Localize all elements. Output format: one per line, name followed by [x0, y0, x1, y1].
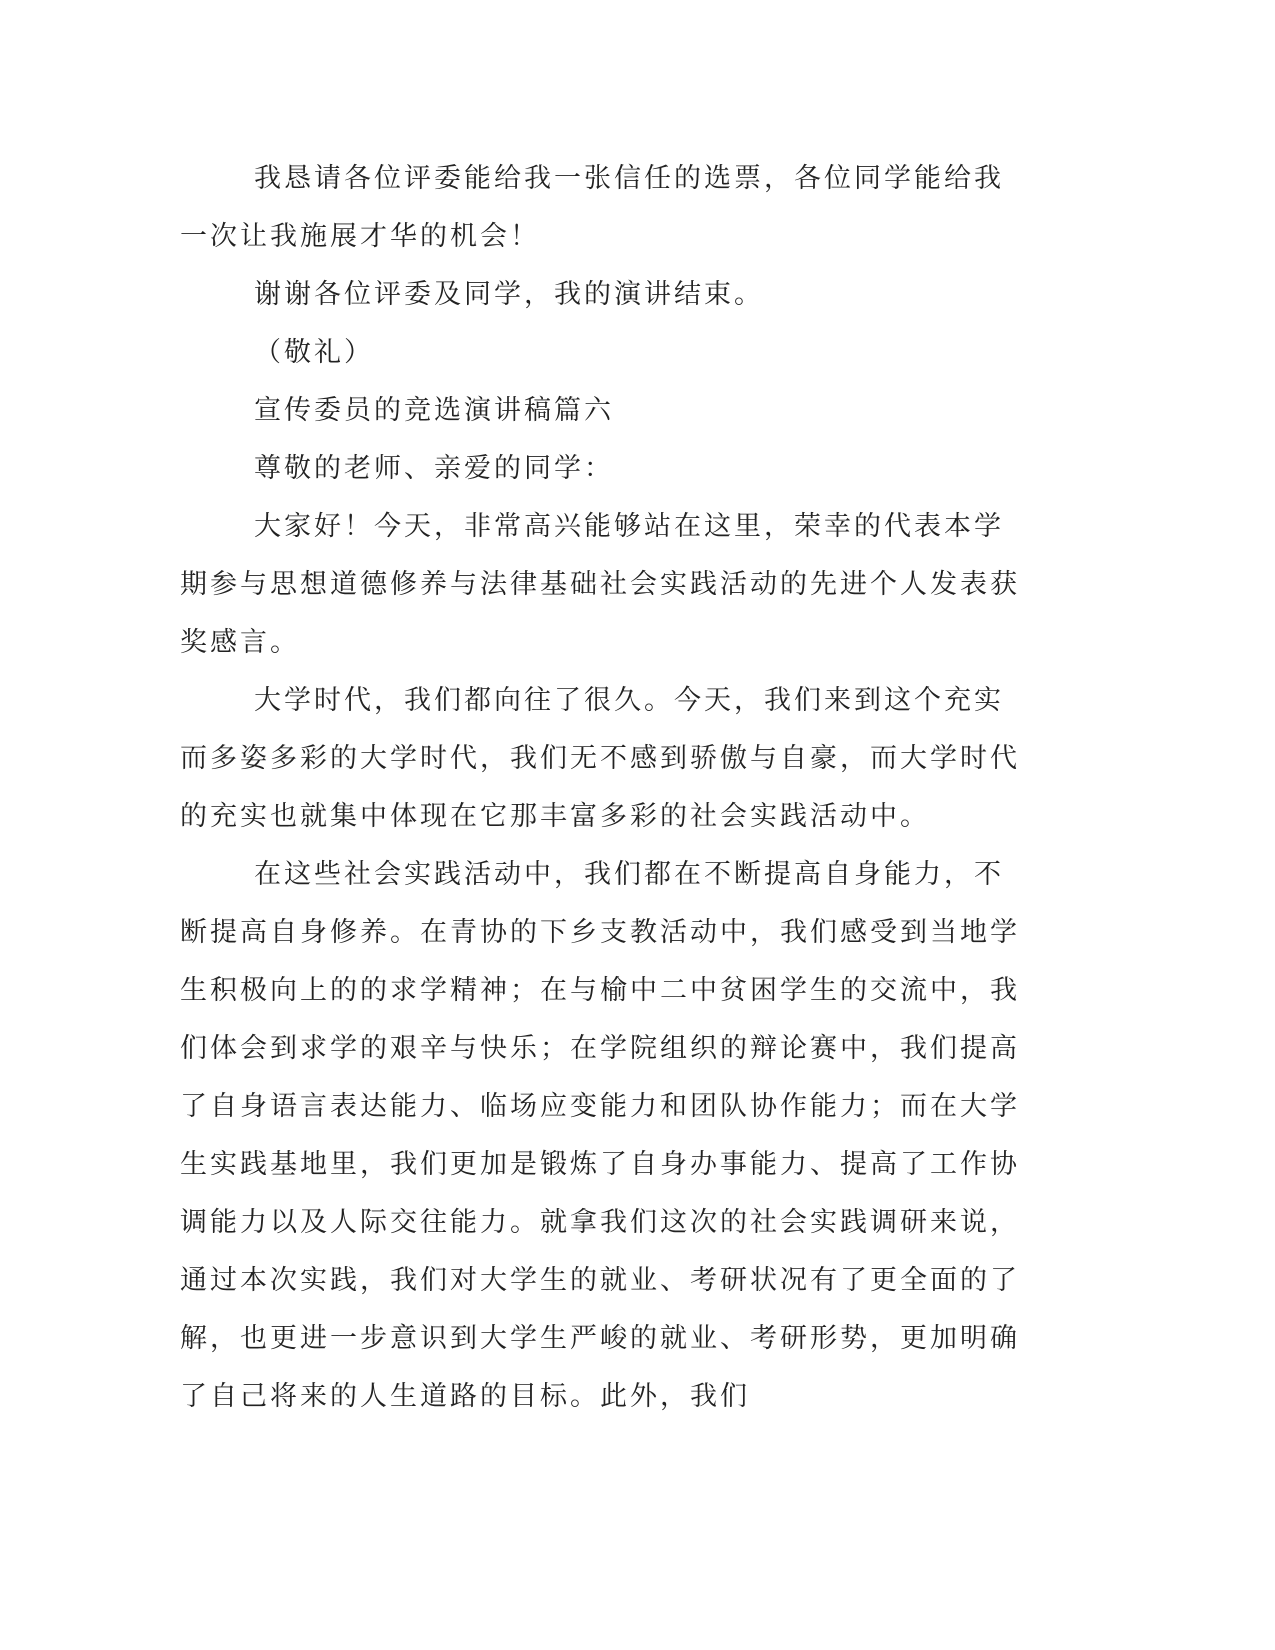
paragraph-salute: （敬礼） [254, 337, 374, 368]
paragraph-greeting: 大家好！今天，非常高兴能够站在这里，荣幸的代表本学期参与思想道德修养与法律基础社会实践活动的先进个人发表获奖感言。 [180, 511, 1020, 658]
paragraph-salutation: 尊敬的老师、亲爱的同学： [254, 453, 614, 484]
document-page [180, 150, 1030, 1426]
paragraph-university-era: 大学时代，我们都向往了很久。今天，我们来到这个充实而多姿多彩的大学时代，我们无不感到骄傲与自豪，而大学时代的充实也就集中体现在它那丰富多彩的社会实践活动中。 [180, 685, 1020, 832]
section-heading: 宣传委员的竞选演讲稿篇六 [254, 395, 614, 426]
paragraph-practice-activities: 在这些社会实践活动中，我们都在不断提高自身能力，不断提高自身修养。在青协的下乡支教活动中，我们感受到当地学生积极向上的的求学精神；在与榆中二中贫困学生的交流中，我们体会到求学的艰辛与快乐；在学院组织的辩论赛中，我们提高了自身语言表达能力、临场应变能力和团队协作能力；而在大学生实践基地里，我们更加是锻炼了自身办事能力、提高了工作协调能力以及人际交往能力。就拿我们这次的社会实践调研来说，通过本次实践，我们对大学生的就业、考研状况有了更全面的了解，也更进一步意识到大学生严峻的就业、考研形势，更加明确了自己将来的人生道路的目标。此外，我们 [180, 859, 1020, 1412]
paragraph-thanks: 谢谢各位评委及同学，我的演讲结束。 [254, 279, 764, 310]
paragraph-vote-request: 我恳请各位评委能给我一张信任的选票，各位同学能给我一次让我施展才华的机会！ [180, 163, 1004, 252]
